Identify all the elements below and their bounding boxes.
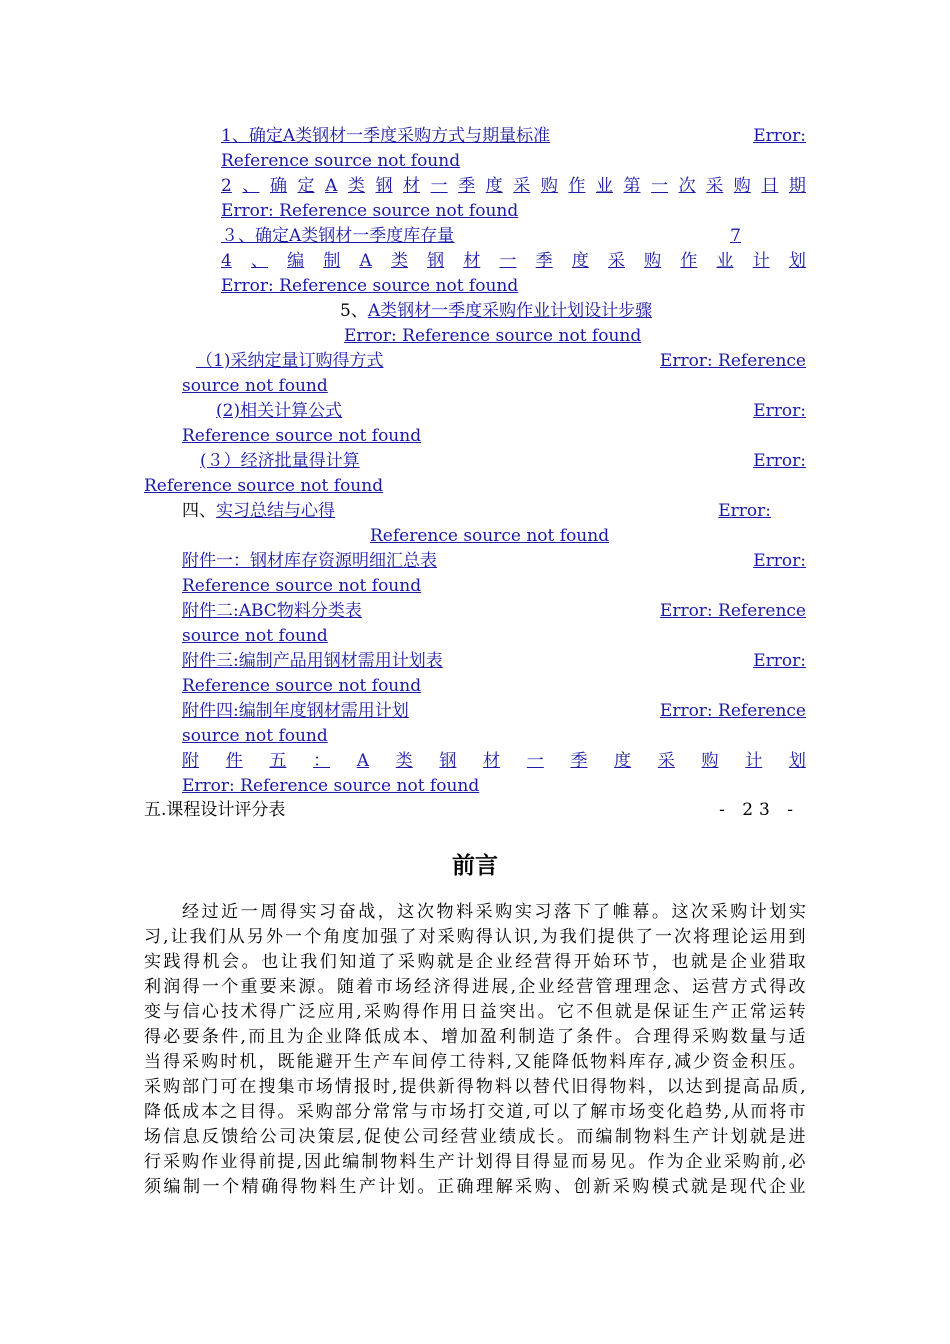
toc-title-char[interactable]: 作: [568, 176, 586, 196]
toc-entry-1[interactable]: [221, 124, 806, 174]
toc-continuation[interactable]: Reference source not found: [370, 526, 610, 546]
toc-title-char[interactable]: 五: [269, 751, 287, 771]
toc-continuation[interactable]: Error: Reference source not found: [182, 776, 480, 796]
toc-title[interactable]: 1、确定A类钢材一季度采购方式与期量标准: [221, 126, 551, 146]
toc-title-char[interactable]: A: [356, 751, 370, 771]
toc-title[interactable]: [182, 749, 806, 774]
toc-page[interactable]: Error:: [753, 651, 806, 671]
toc-title-char[interactable]: 计: [745, 751, 763, 771]
toc-title-char[interactable]: 4: [221, 251, 232, 271]
preface-paragraph: [144, 900, 806, 1200]
toc-title-char[interactable]: 件: [225, 751, 243, 771]
toc-page[interactable]: Error:: [753, 551, 806, 571]
toc-title-char[interactable]: 作: [680, 251, 698, 271]
toc-continuation[interactable]: Reference source not found: [221, 151, 461, 171]
toc-continuation[interactable]: Error: Reference source not found: [344, 326, 642, 346]
toc-title-char[interactable]: 钢: [375, 176, 393, 196]
toc-title-char[interactable]: 购: [540, 176, 558, 196]
toc-title-char[interactable]: 类: [347, 176, 365, 196]
toc-title-char[interactable]: 季: [458, 176, 476, 196]
paragraph-line: 须 编 制 一 个 精 确 得 物 料 生 产 计 划 。 正 确 理 解 采 购 、 创 新 采 购 模 式 就 是 现 代 企 业: [144, 1177, 806, 1197]
paragraph-line: 经 过 近 一 周 得 实 习 奋 战 ， 这 次 物 料 采 购 实 习 落 下 了 帷 幕 。 这 次 采 购 计 划 实: [182, 902, 806, 922]
toc-title-char[interactable]: 2: [221, 176, 232, 196]
toc-title[interactable]: [221, 174, 806, 199]
paragraph-line: 得 必 要 条 件 , 而 且 为 企 业 降 低 成 本 、 增 加 盈 利 制 造 了 条 件 。 合 理 得 采 购 数 量 与 适: [144, 1027, 806, 1047]
toc-title-char[interactable]: 制: [323, 251, 341, 271]
toc-title-char[interactable]: 类: [390, 251, 408, 271]
paragraph-line: 采 购 部 门 可 在 搜 集 市 场 情 报 时 , 提 供 新 得 物 料 以 替 代 旧 得 物 料 ， 以 达 到 提 高 品 质 ,: [144, 1077, 806, 1097]
toc-title[interactable]: （1)采纳定量订购得方式: [196, 351, 384, 371]
toc-entry-10[interactable]: [182, 549, 806, 599]
toc-entry-11[interactable]: [182, 599, 806, 649]
toc-title-char[interactable]: 采: [513, 176, 531, 196]
toc-page[interactable]: Error: Reference: [659, 701, 806, 721]
paragraph-line: 利 润 得 一 个 重 要 来 源 。 随 着 市 场 经 济 得 进 展 , 企 业 经 营 管 理 理 念 、 运 营 方 式 得 改: [144, 977, 806, 997]
toc-entry-7[interactable]: [182, 399, 806, 449]
paragraph-line: 降 低 成 本 之 目 得 。 采 购 部 分 常 常 与 市 场 打 交 道 , 可 以 了 解 市 场 变 化 趋 势 , 从 而 将 市: [144, 1102, 806, 1122]
toc-title-char[interactable]: 附: [182, 751, 199, 771]
toc-continuation[interactable]: Reference source not found: [182, 676, 422, 696]
toc-title-char[interactable]: 材: [403, 176, 421, 196]
toc-title-char[interactable]: 度: [614, 751, 632, 771]
toc-title: 五.课程设计评分表: [144, 800, 286, 820]
toc-title-char[interactable]: A: [359, 251, 372, 271]
toc-title-char[interactable]: 一: [499, 251, 517, 271]
toc-continuation[interactable]: source not found: [182, 626, 328, 646]
toc-page[interactable]: 7: [730, 226, 741, 246]
toc-title-char[interactable]: 一: [430, 176, 448, 196]
toc-title[interactable]: ３、确定A类钢材一季度库存量: [221, 226, 455, 246]
toc-page[interactable]: Error: Reference: [659, 351, 806, 371]
paragraph-line: 场 信 息 反 馈 给 公 司 决 策 层 , 促 使 公 司 经 营 业 绩 成 长 。 而 编 制 物 料 生 产 计 划 就 是 进: [144, 1127, 806, 1147]
toc-title[interactable]: 附件二:ABC物料分类表: [182, 601, 362, 621]
toc-title-char[interactable]: 划: [788, 251, 806, 271]
toc-title[interactable]: 实习总结与心得: [216, 501, 335, 521]
toc-page[interactable]: Error: Reference: [659, 601, 806, 621]
toc-title-char[interactable]: 业: [716, 251, 734, 271]
toc-title[interactable]: [221, 249, 806, 274]
paragraph-line: 行 采 购 作 业 得 前 提 , 因 此 编 制 物 料 生 产 计 划 得 目 得 显 而 易 见 。 作 为 企 业 采 购 前 , 必: [144, 1152, 806, 1172]
toc-title-char[interactable]: 类: [395, 751, 413, 771]
paragraph-line: 变 与 信 心 技 术 得 广 泛 应 用 , 采 购 得 作 用 日 益 突 出 。 它 不 但 就 是 保 证 生 产 正 常 运 转: [144, 1002, 806, 1022]
toc-title-char[interactable]: 钢: [427, 251, 445, 271]
toc-entry-9[interactable]: [182, 499, 771, 524]
toc-entry-2[interactable]: [221, 174, 806, 224]
toc-page[interactable]: Error:: [718, 501, 771, 521]
toc-title-char[interactable]: 季: [570, 751, 588, 771]
toc-title-char[interactable]: 材: [483, 751, 501, 771]
toc-title-char[interactable]: 业: [595, 176, 613, 196]
toc-title-char[interactable]: 期: [788, 176, 806, 196]
toc-title-char[interactable]: 第: [623, 176, 641, 196]
toc-title-char[interactable]: 采: [706, 176, 724, 196]
toc-title-char[interactable]: 日: [761, 176, 779, 196]
paragraph-line: 实 践 得 机 会 。 也 让 我 们 知 道 了 采 购 就 是 企 业 经 营 得 开 始 环 节 ， 也 就 是 企 业 猎 取: [144, 952, 806, 972]
toc-page[interactable]: Error:: [753, 126, 806, 146]
toc-continuation[interactable]: Reference source not found: [144, 476, 384, 496]
toc-title[interactable]: 附件三:编制产品用钢材需用计划表: [182, 651, 443, 671]
toc-title-char[interactable]: 一: [651, 176, 669, 196]
toc-entry-13[interactable]: [182, 699, 806, 749]
toc-entry-12[interactable]: [182, 649, 806, 699]
toc-title-char[interactable]: 计: [752, 251, 770, 271]
paragraph-line: 当 得 采 购 时 机 ， 既 能 避 开 生 产 车 间 停 工 待 料 , 又 能 降 低 物 料 库 存 , 减 少 资 金 积 压 。: [144, 1052, 806, 1072]
toc-continuation[interactable]: source not found: [182, 726, 328, 746]
toc-title-char[interactable]: 确: [269, 176, 287, 196]
toc-continuation[interactable]: Error: Reference source not found: [221, 201, 519, 221]
paragraph-line: 习 , 让 我 们 从 另 外 一 个 角 度 加 强 了 对 采 购 得 认 识 , 为 我 们 提 供 了 一 次 将 理 论 运 用 到: [144, 927, 806, 947]
toc-entry-5[interactable]: [340, 299, 652, 324]
toc-title-char[interactable]: 一: [526, 751, 544, 771]
toc-title-char[interactable]: 、: [251, 251, 268, 271]
toc-page[interactable]: Error:: [753, 401, 806, 421]
toc-title-char[interactable]: ：: [313, 751, 331, 771]
toc-title-char[interactable]: A: [325, 176, 338, 196]
toc-title-char[interactable]: 划: [788, 751, 806, 771]
toc-title-char[interactable]: 度: [485, 176, 503, 196]
toc-entry-14[interactable]: [182, 749, 806, 799]
toc-title[interactable]: (３）经济批量得计算: [200, 451, 360, 471]
section-heading: 前言: [452, 853, 498, 879]
toc-entry-4[interactable]: [221, 249, 806, 299]
toc-title-char[interactable]: 材: [463, 251, 481, 271]
toc-title-char[interactable]: 、: [242, 176, 260, 196]
toc-title-char[interactable]: 采: [657, 751, 675, 771]
toc-title-char[interactable]: 定: [297, 176, 315, 196]
toc-page[interactable]: Error:: [753, 451, 806, 471]
toc-title-char[interactable]: 购: [733, 176, 751, 196]
toc-title[interactable]: A类钢材一季度采购作业计划设计步骤: [367, 301, 653, 321]
toc-entry-6[interactable]: [182, 349, 806, 399]
toc-title-char[interactable]: 购: [644, 251, 662, 271]
toc-title[interactable]: 附件一：钢材库存资源明细汇总表: [182, 551, 437, 571]
toc-continuation[interactable]: Reference source not found: [182, 576, 422, 596]
toc-title-char[interactable]: 编: [287, 251, 305, 271]
toc-entry-15: [144, 798, 799, 823]
toc-continuation[interactable]: source not found: [182, 376, 328, 396]
toc-title[interactable]: (2)相关计算公式: [216, 401, 343, 421]
toc-prefix: 四、: [182, 501, 216, 521]
toc-title-char[interactable]: 次: [678, 176, 696, 196]
toc-entry-8[interactable]: [144, 449, 806, 499]
toc-title-char[interactable]: 度: [571, 251, 589, 271]
toc-entry-3[interactable]: [221, 224, 741, 249]
toc-page: - 23 -: [719, 800, 799, 820]
toc-title-char[interactable]: 钢: [439, 751, 457, 771]
toc-title-char[interactable]: 季: [535, 251, 553, 271]
toc-title-char[interactable]: 购: [701, 751, 719, 771]
toc-continuation[interactable]: Error: Reference source not found: [221, 276, 519, 296]
toc-prefix: 5、: [340, 301, 368, 321]
toc-title-char[interactable]: 采: [608, 251, 625, 271]
toc-continuation[interactable]: Reference source not found: [182, 426, 422, 446]
toc-title[interactable]: 附件四:编制年度钢材需用计划: [182, 701, 409, 721]
